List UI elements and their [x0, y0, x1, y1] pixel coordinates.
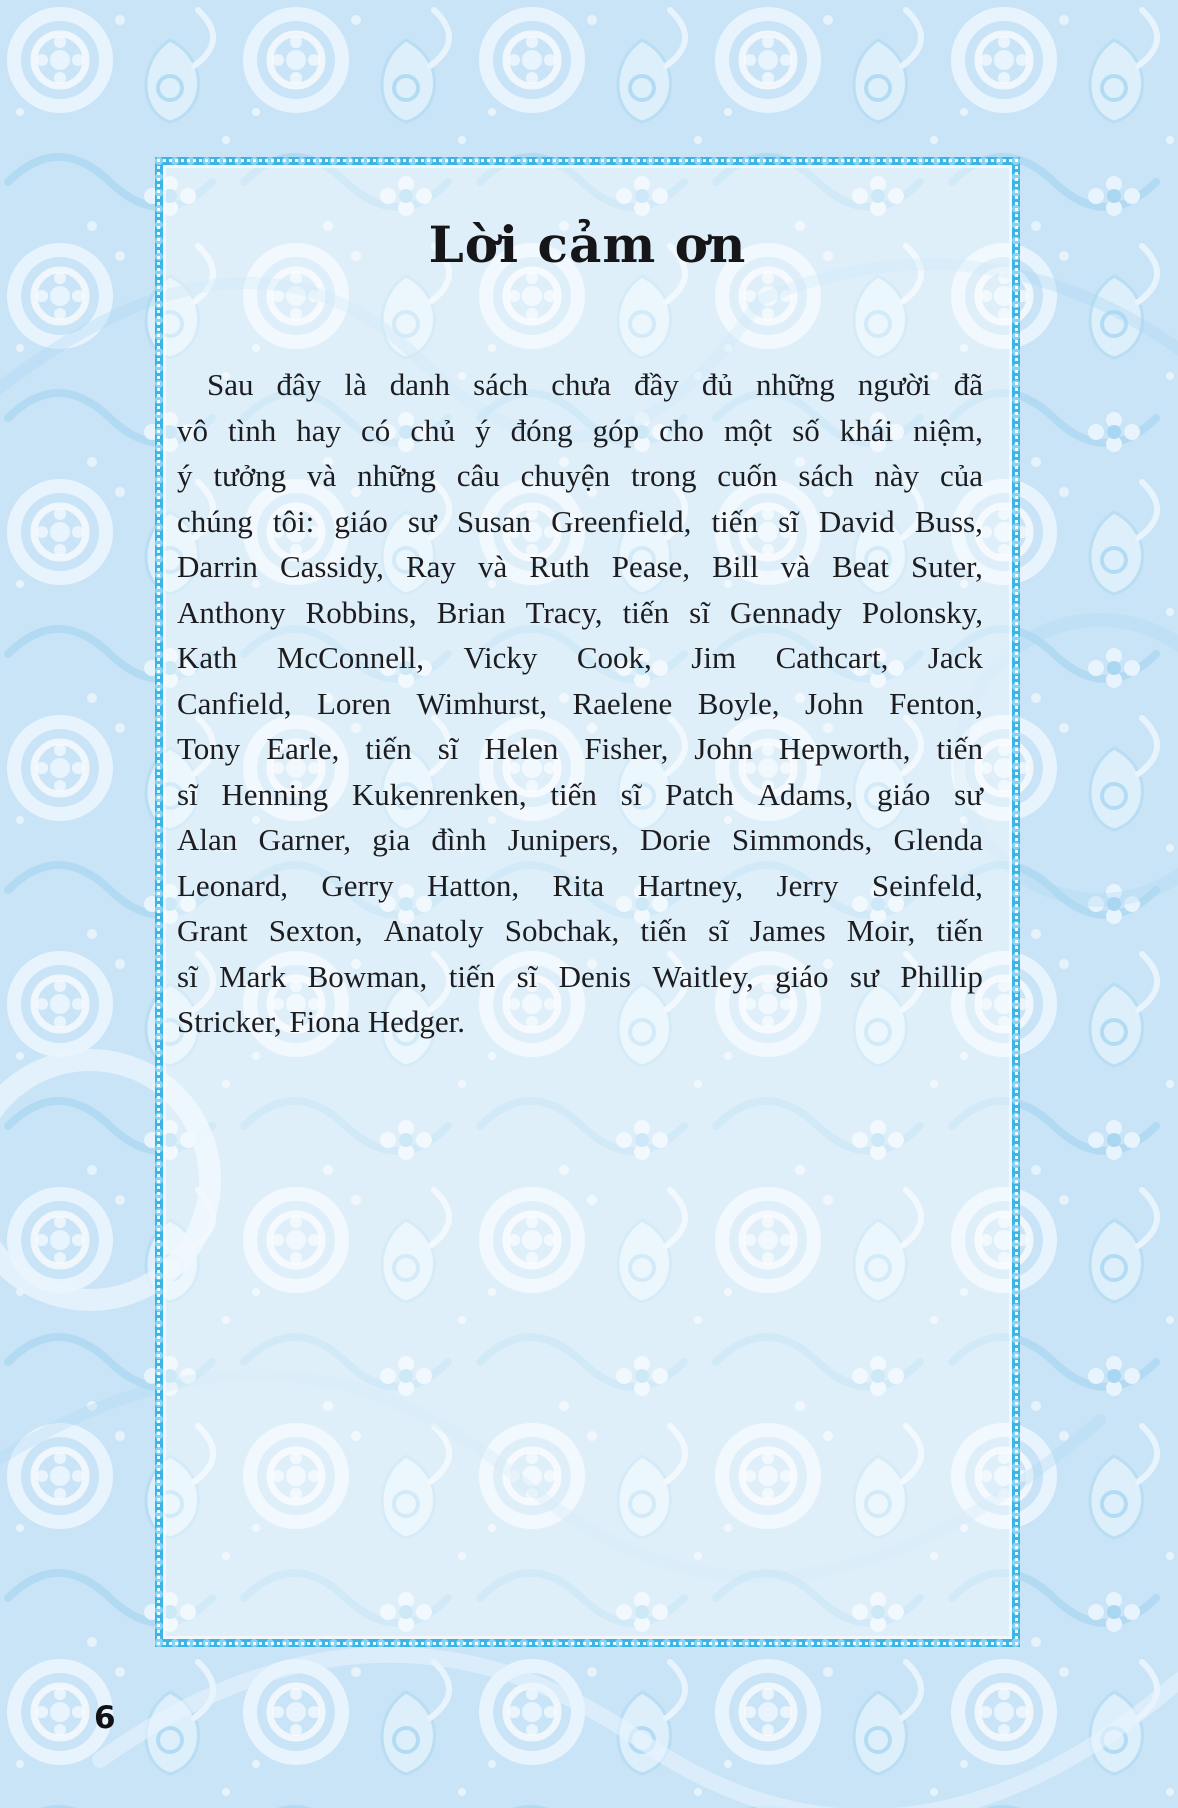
decorative-border-frame: [155, 157, 1020, 1647]
paragraph-line: Anthony Robbins, Brian Tracy, tiến sĩ Gennady Polonsky,: [177, 594, 983, 630]
paragraph-line: Alan Garner, gia đình Junipers, Dorie Simmonds, Glenda: [177, 822, 983, 857]
paragraph-line: ý tưởng và những câu chuyện trong cuốn sách này của: [177, 458, 983, 493]
page-title: Lời cảm ơn: [428, 215, 747, 274]
paragraph-line: Kath McConnell, Vicky Cook, Jim Cathcart, Jack: [177, 640, 983, 675]
paragraph-line: sĩ Mark Bowman, tiến sĩ Denis Waitley, giáo sư Phillip: [177, 958, 983, 994]
paragraph-line: Sau đây là danh sách chưa đầy đủ những người đã: [207, 367, 983, 402]
paragraph-line: chúng tôi: giáo sư Susan Greenfield, tiến sĩ David Buss,: [177, 503, 983, 539]
paragraph-line: Leonard, Gerry Hatton, Rita Hartney, Jerry Seinfeld,: [177, 867, 983, 903]
paragraph-line: Tony Earle, tiến sĩ Helen Fisher, John Hepworth, tiến: [177, 731, 983, 766]
paragraph-line: Canfield, Loren Wimhurst, Raelene Boyle, John Fenton,: [177, 685, 983, 721]
paragraph-line: sĩ Henning Kukenrenken, tiến sĩ Patch Adams, giáo sư: [177, 776, 983, 812]
page-number: 6: [94, 1700, 116, 1736]
paragraph-line: vô tình hay có chủ ý đóng góp cho một số khái niệm,: [177, 412, 983, 448]
paragraph-line: Darrin Cassidy, Ray và Ruth Pease, Bill và Beat Suter,: [177, 549, 983, 584]
paragraph-line: Grant Sexton, Anatoly Sobchak, tiến sĩ James Moir, tiến: [177, 913, 983, 948]
acknowledgments-paragraph: [163, 362, 1012, 1045]
paragraph-line: Stricker, Fiona Hedger.: [177, 1004, 466, 1039]
